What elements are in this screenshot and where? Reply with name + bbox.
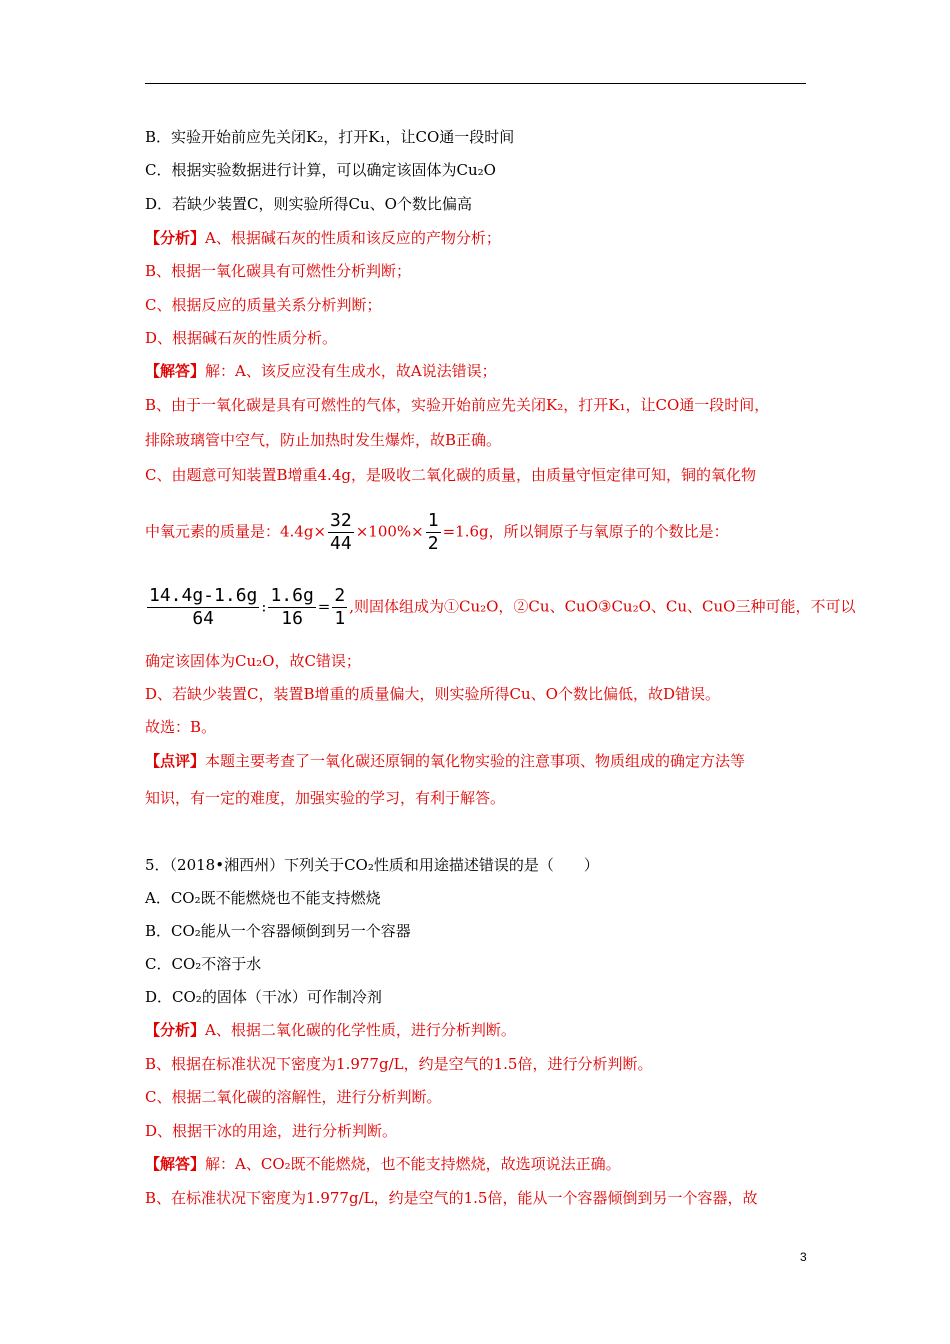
q5-answer-tag: 【解答】 <box>145 1155 206 1173</box>
q5-option-a: A．CO₂既不能燃烧也不能支持燃烧 <box>145 889 381 907</box>
answer-d: D、若缺少装置C，装置B增重的质量偏大，则实验所得Cu、O个数比偏低，故D错误。 <box>145 685 720 703</box>
analysis-c: C、根据反应的质量关系分析判断； <box>145 296 382 314</box>
option-d: D．若缺少装置C，则实验所得Cu、O个数比偏高 <box>145 195 472 213</box>
fraction-1-2: $\frac{1}{2}$ <box>427 510 439 554</box>
comment-line2: 知识，有一定的难度，加强实验的学习，有利于解答。 <box>145 789 506 807</box>
option-c: C．根据实验数据进行计算，可以确定该固体为Cu₂O <box>145 161 496 179</box>
header-rule <box>145 83 806 84</box>
answer-c-formula1: 中氧元素的质量是：4.4g× $\frac{32}{44}$ ×100%× $\frac{1}{2}$ =1.6g，所以铜原子与氧原子的个数比是： <box>145 510 729 554</box>
q5-option-d: D．CO₂的固体（干冰）可作制冷剂 <box>145 988 382 1006</box>
answer-a: 【解答】解：A、该反应没有生成水，故A说法错误； <box>145 362 497 380</box>
fraction-mass-o: $\frac{1.6g}{16}$ <box>270 585 314 629</box>
comment-tag: 【点评】 <box>145 752 206 770</box>
answer-b-line2: 排除玻璃管中空气，防止加热时发生爆炸，故B正确。 <box>145 431 502 449</box>
analysis-b: B、根据一氧化碳具有可燃性分析判断； <box>145 262 412 280</box>
comment-line1: 【点评】本题主要考查了一氧化碳还原铜的氧化物实验的注意事项、物质组成的确定方法等 <box>145 752 746 770</box>
answer-c-line4: 确定该固体为Cu₂O，故C错误； <box>145 652 361 670</box>
q5-analysis-tag: 【分析】 <box>145 1021 206 1039</box>
answer-c-line1: C、由题意可知装置B增重4.4g，是吸收二氧化碳的质量，由质量守恒定律可知，铜的氧化物 <box>145 466 756 484</box>
fraction-2-1: $\frac{2}{1}$ <box>334 585 346 629</box>
answer-b-line1: B、由于一氧化碳是具有可燃性的气体，实验开始前应先关闭K₂，打开K₁，让CO通一段时间， <box>145 396 770 414</box>
q5-analysis-c: C、根据二氧化碳的溶解性，进行分析判断。 <box>145 1088 442 1106</box>
choice-line: 故选：B。 <box>145 718 217 736</box>
q5-option-b: B．CO₂能从一个容器倾倒到另一个容器 <box>145 922 411 940</box>
fraction-32-44: $\frac{32}{44}$ <box>330 510 352 554</box>
answer-tag: 【解答】 <box>145 362 206 380</box>
analysis-tag: 【分析】 <box>145 229 206 247</box>
question-5-stem: 5．（2018•湘西州）下列关于CO₂性质和用途描述错误的是（ ） <box>145 856 599 874</box>
q5-option-c: C．CO₂不溶于水 <box>145 955 262 973</box>
q5-analysis-b: B、根据在标准状况下密度为1.977g/L，约是空气的1.5倍，进行分析判断。 <box>145 1055 653 1073</box>
answer-c-formula2: $\frac{14.4g-1.6g}{64}$ : $\frac{1.6g}{16}$ = $\frac{2}{1}$ ,则固体组成为①Cu₂O，②Cu、CuO③Cu₂O、Cu、CuO三种可能，不可以 <box>149 585 856 629</box>
analysis-d: D、根据碱石灰的性质分析。 <box>145 329 338 347</box>
analysis-a: 【分析】A、根据碱石灰的性质和该反应的产物分析； <box>145 229 501 247</box>
page-number: 3 <box>800 1250 807 1264</box>
q5-answer-b: B、在标准状况下密度为1.977g/L，约是空气的1.5倍，能从一个容器倾倒到另一个容器，故 <box>145 1189 758 1207</box>
q5-analysis-d: D、根据干冰的用途，进行分析判断。 <box>145 1122 398 1140</box>
fraction-mass-cu: $\frac{14.4g-1.6g}{64}$ <box>149 585 258 629</box>
q5-analysis-a: 【分析】A、根据二氧化碳的化学性质，进行分析判断。 <box>145 1021 516 1039</box>
option-b: B．实验开始前应先关闭K₂，打开K₁，让CO通一段时间 <box>145 128 515 146</box>
q5-answer-a: 【解答】解：A、CO₂既不能燃烧，也不能支持燃烧，故选项说法正确。 <box>145 1155 621 1173</box>
